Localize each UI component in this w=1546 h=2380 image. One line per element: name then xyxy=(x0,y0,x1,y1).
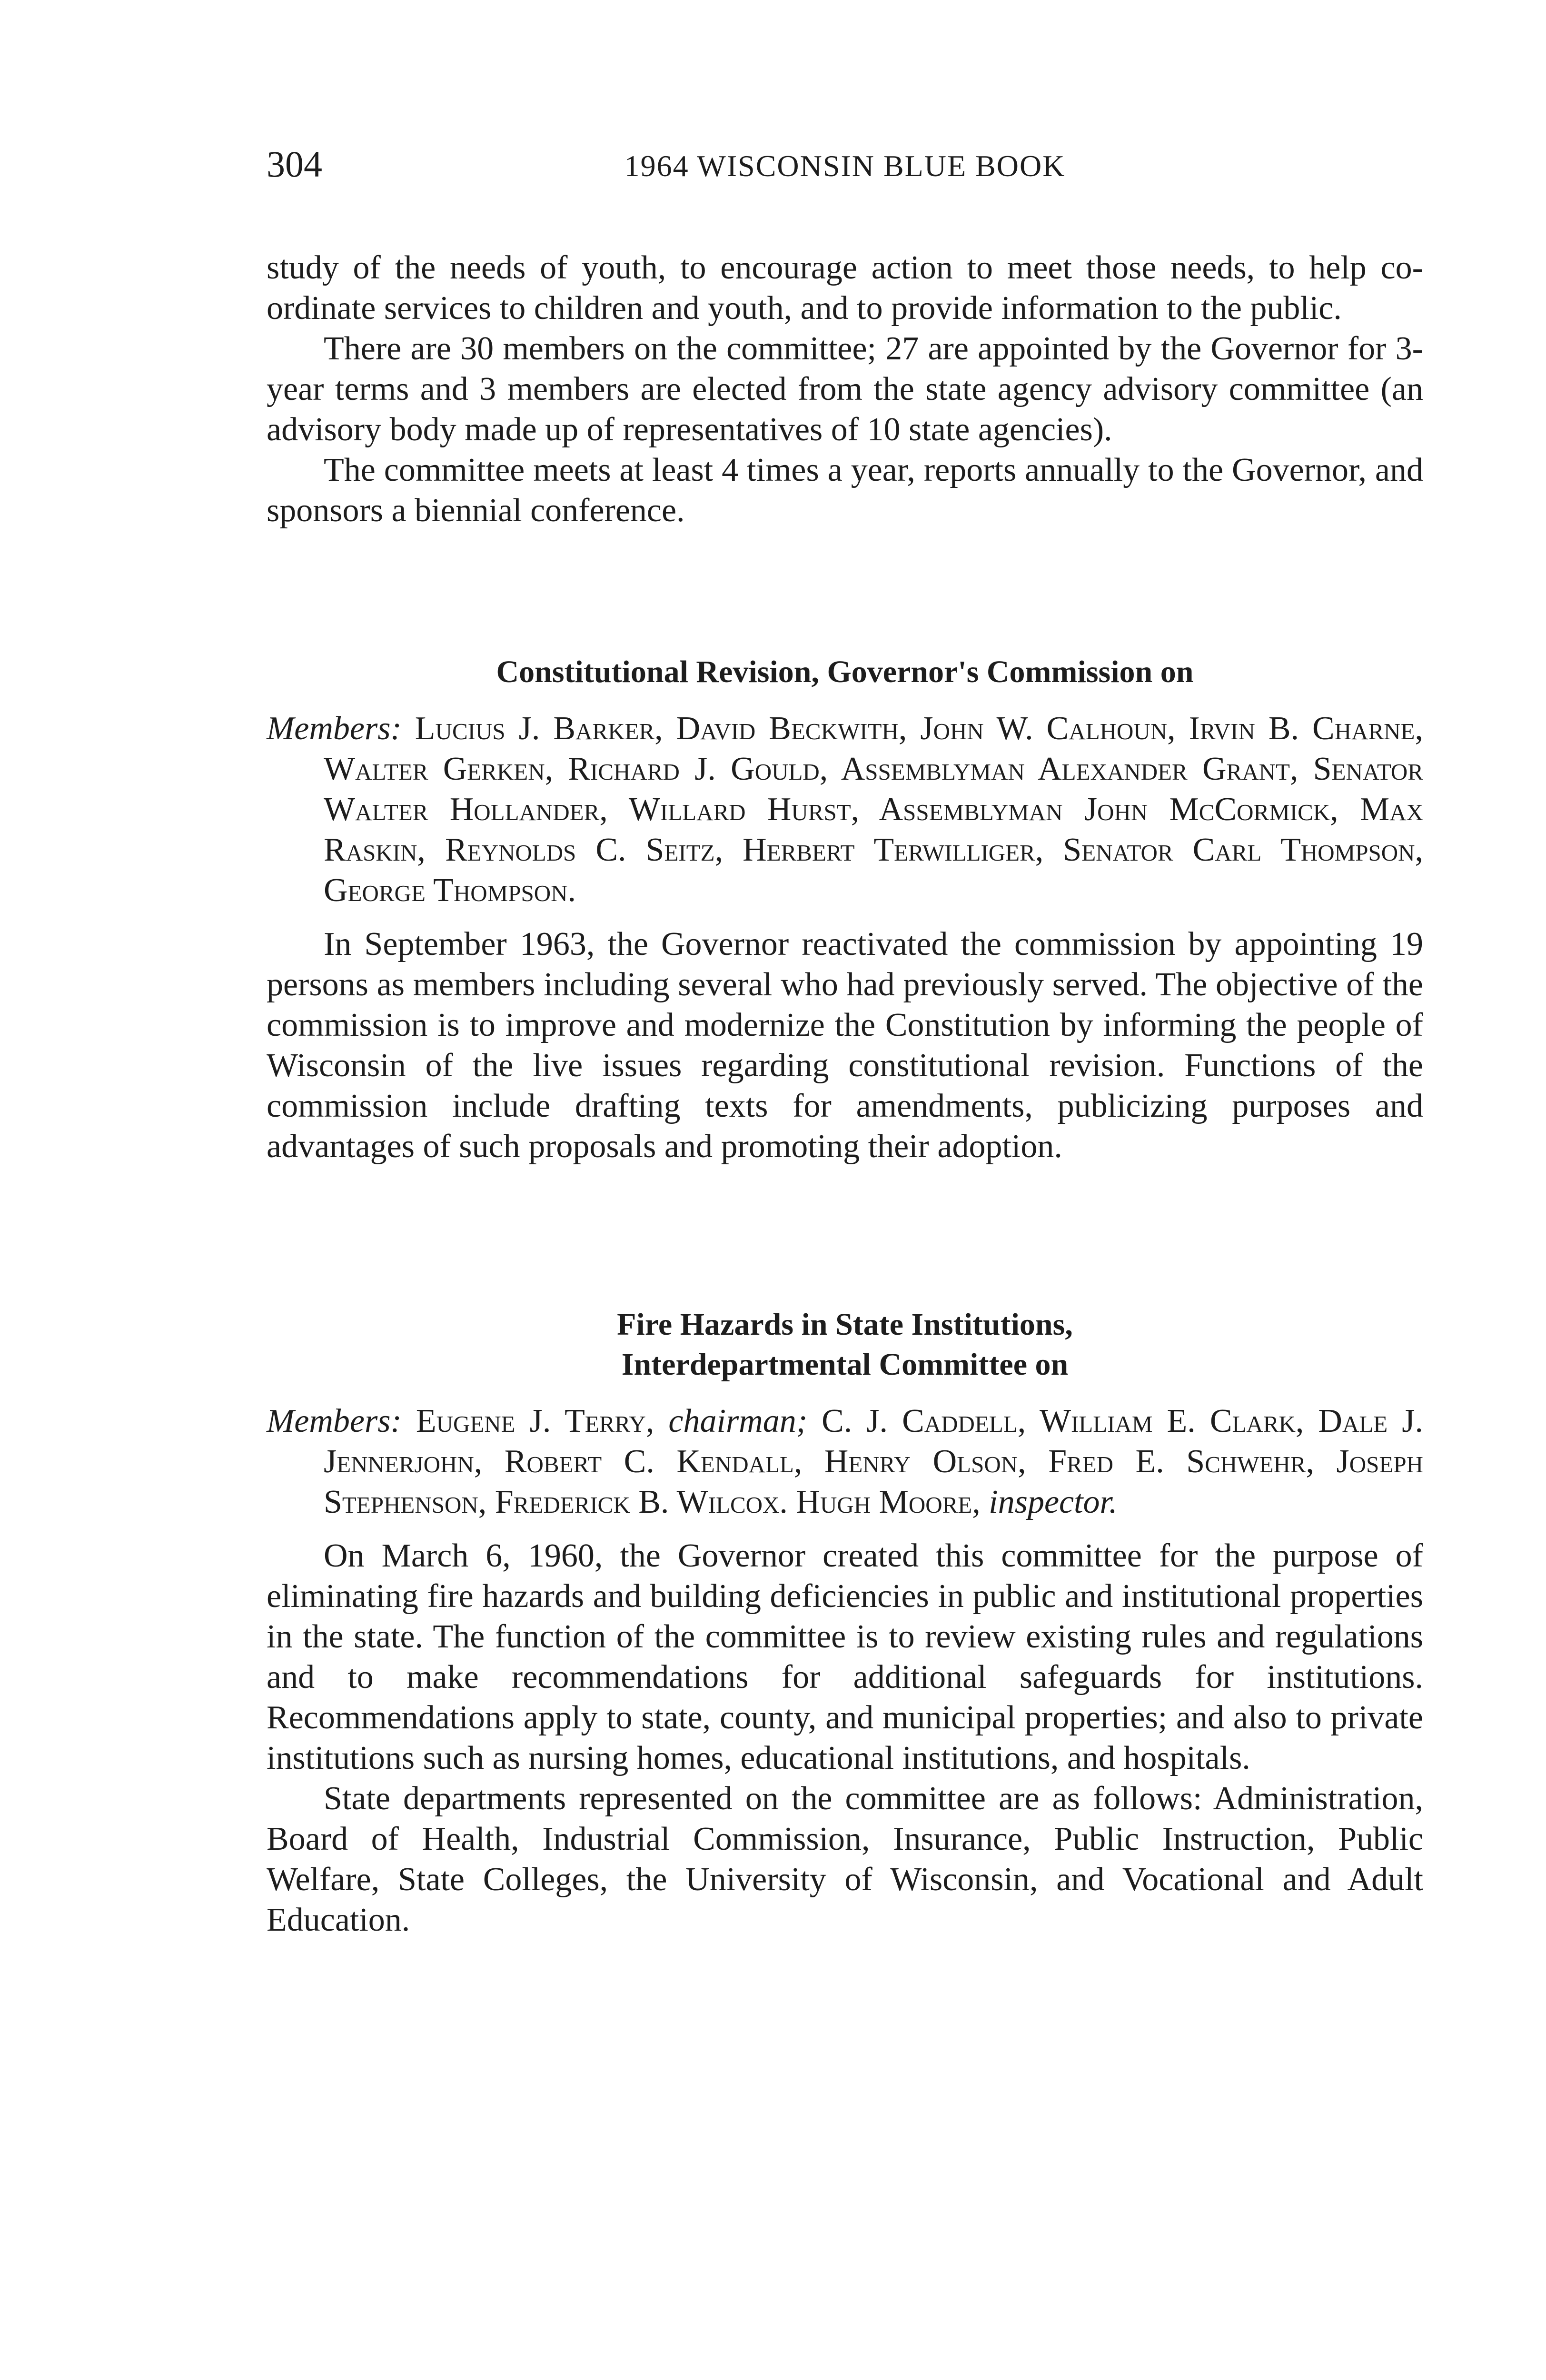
members-list-constitutional-revision xyxy=(267,708,1423,911)
spacer xyxy=(267,531,1423,652)
members-list-fire-hazards xyxy=(267,1401,1423,1522)
members-chairman-name: Eugene J. Terry, xyxy=(416,1403,654,1439)
intro-paragraph-3: The committee meets at least 4 times a year, reports annually to the Governor, and sponsors a biennial conference. xyxy=(267,452,1423,529)
members-names: Lucius J. Barker, David Beckwith, John W. Calhoun, Irvin B. Charne, Walter Gerken, Richard J. Gould, Assemblyman Alexander Grant, Senator Walter Hollander, Willard Hurst, Assemblyman John McCormick, Max Raskin, Reynolds C. Seitz, Herbert Terwilliger, Senator Carl Thompson, George Thompson. xyxy=(324,710,1423,909)
running-head xyxy=(267,138,1423,190)
members-label: Members: xyxy=(267,710,402,747)
section-heading-constitutional-revision: Constitutional Revision, Governor's Commission on xyxy=(496,654,1194,689)
spacer xyxy=(267,1167,1423,1305)
members-label: Members: xyxy=(267,1403,402,1439)
fire-hazards-paragraph-2: State departments represented on the committee are as follows: Administration, Board of Health, Industrial Commission, Insurance, Public Instruction, Public Welfare, State Colleges, the University of Wisconsin, and Vocational and Adult Education. xyxy=(267,1780,1423,1938)
spacer xyxy=(267,692,1423,708)
members-names: C. J. Caddell, William E. Clark, Dale J. Jennerjohn, Robert C. Kendall, Henry Olson, Fred E. Schwehr, Joseph Stephenson, Frederick B. Wilcox. Hugh Moore, xyxy=(324,1403,1423,1520)
constitutional-revision-paragraph: In September 1963, the Governor reactivated the commission by appointing 19 persons as members including several who had previously served. The objective of the commission is to improve and modernize the Constitution by informing the people of Wisconsin of the live issues regarding constitutional revision. Functions of the commission include drafting texts for amendments, publicizing purposes and advantages of such proposals and promoting their adoption. xyxy=(267,926,1423,1165)
intro-paragraph-1: study of the needs of youth, to encourage action to meet those needs, to help co-ordinate services to children and youth, and to provide information to the public. xyxy=(267,249,1423,327)
chairman-label: chairman; xyxy=(668,1403,808,1439)
spacer xyxy=(267,1522,1423,1536)
spacer xyxy=(267,911,1423,924)
inspector-label: inspector. xyxy=(989,1484,1118,1520)
page-number: 304 xyxy=(267,143,322,185)
fire-hazards-paragraph-1: On March 6, 1960, the Governor created this committee for the purpose of eliminating fire hazards and building deficiencies in public and institutional properties in the state. The function of the committee is to review existing rules and regulations and to make recommendations for additional safeguards for institutions. Recommendations apply to state, county, and municipal properties; and also to private institutions such as nursing homes, educational institutions, and hospitals. xyxy=(267,1537,1423,1776)
section-heading-line-1: Fire Hazards in State Institutions, xyxy=(617,1307,1073,1342)
section-heading-line-2: Interdepartmental Committee on xyxy=(621,1347,1069,1382)
intro-paragraph-2: There are 30 members on the committee; 27 are appointed by the Governor for 3-year terms and 3 members are elected from the state agency advisory committee (an advisory body made up of representatives of 10 state agencies). xyxy=(267,330,1423,448)
page-content xyxy=(267,248,1423,1940)
section-heading-fire-hazards xyxy=(267,1305,1423,1385)
spacer xyxy=(267,1385,1423,1401)
book-title: 1964 WISCONSIN BLUE BOOK xyxy=(624,149,1066,183)
